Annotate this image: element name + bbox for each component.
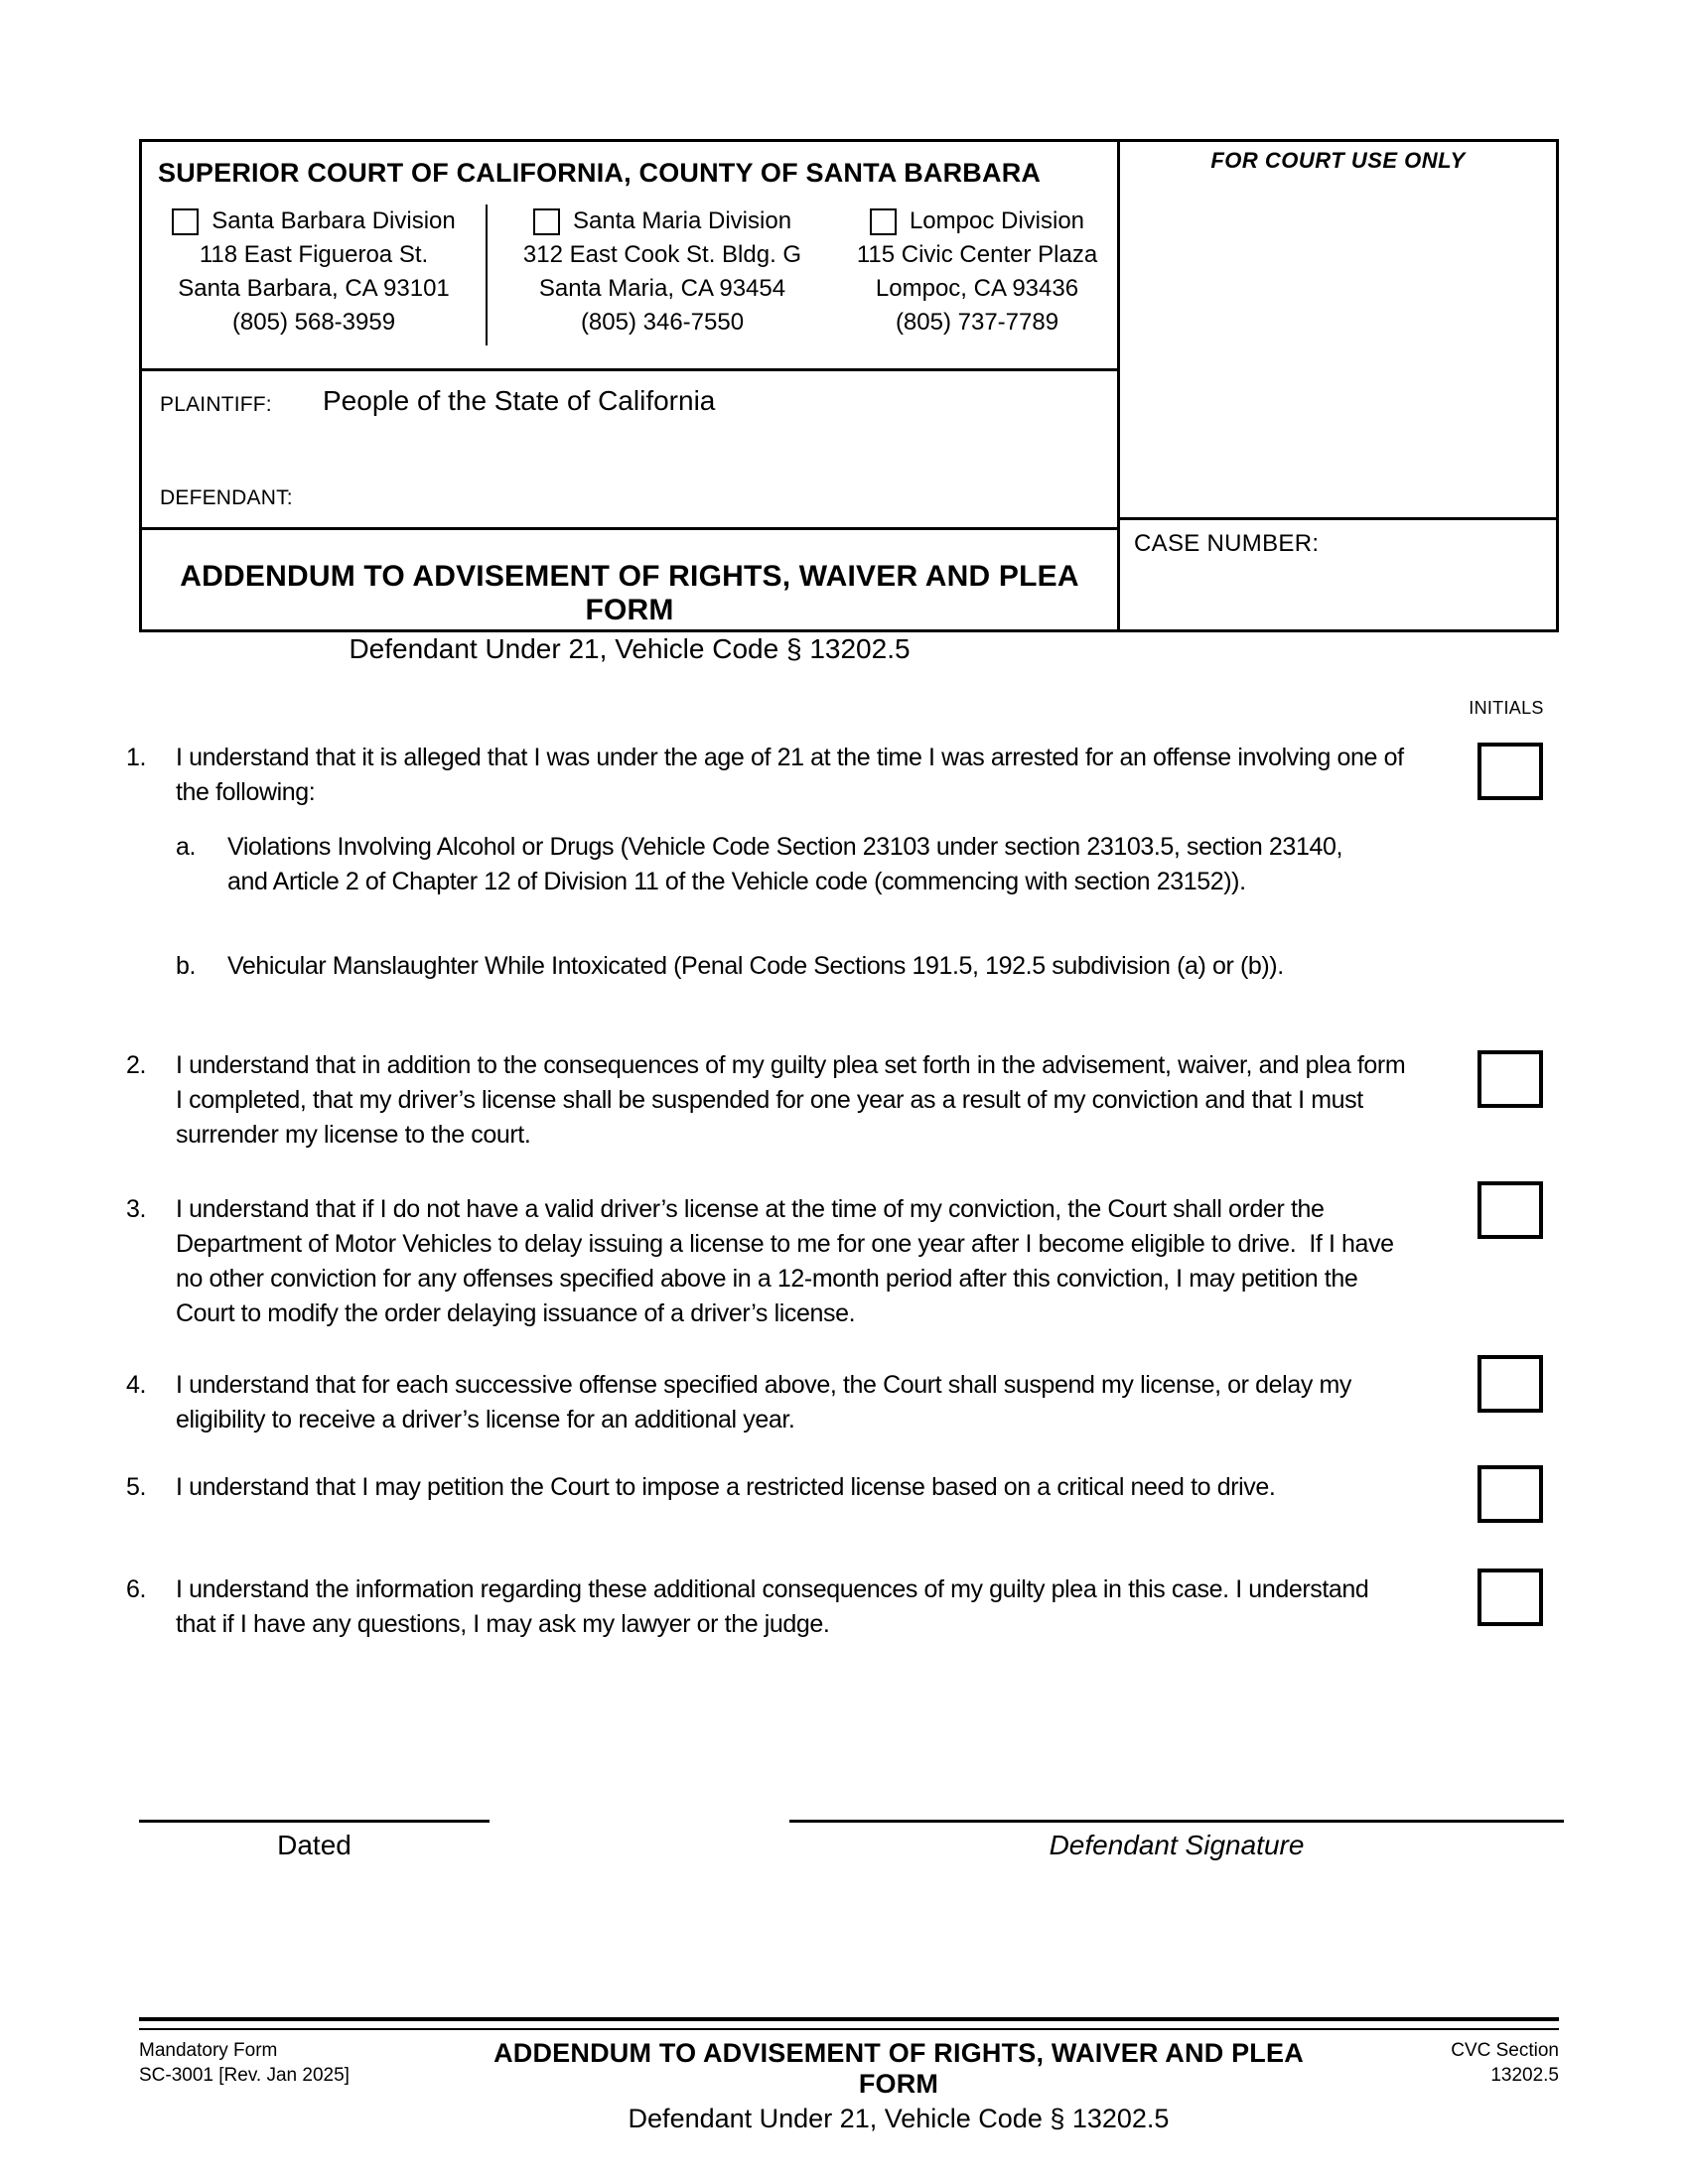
- dated-label: Dated: [277, 1830, 352, 1860]
- footer-code-section: [1340, 2038, 1559, 2134]
- division-address1: 118 East Figueroa St.: [199, 241, 429, 268]
- item-4: [126, 1368, 1407, 1437]
- initials-box-4[interactable]: [1477, 1355, 1543, 1413]
- item-text: I understand that in addition to the consequences of my guilty plea set forth in the advisement, waiver, and plea form I completed, that my driver’s license shall be suspended for one year as a result of my conviction and that I must surrender my license to the court.: [176, 1051, 1412, 1149]
- item-1b: [176, 949, 1387, 984]
- court-title: SUPERIOR COURT OF CALIFORNIA, COUNTY OF SANTA BARBARA: [158, 158, 1042, 188]
- item-1: [126, 741, 1411, 810]
- form-subtitle: Defendant Under 21, Vehicle Code § 13202.5: [349, 633, 911, 664]
- caption-left: [142, 142, 1120, 664]
- subitem-letter: b.: [176, 952, 197, 980]
- footer-title-line2: Defendant Under 21, Vehicle Code § 13202.5: [628, 2104, 1170, 2133]
- court-use-label: FOR COURT USE ONLY: [1210, 148, 1466, 173]
- footer-form-id: [139, 2038, 457, 2134]
- initials-box-1[interactable]: [1477, 743, 1543, 800]
- parties-box: [142, 371, 1117, 530]
- footer-form-number: SC-3001 [Rev. Jan 2025]: [139, 2065, 350, 2086]
- dated-line[interactable]: [139, 1820, 490, 1823]
- division-name: Lompoc Division: [909, 207, 1085, 234]
- plaintiff-value: People of the State of California: [323, 385, 716, 416]
- division-santa-maria: [488, 205, 837, 345]
- item-number: 4.: [126, 1371, 147, 1399]
- item-number: 1.: [126, 744, 147, 771]
- item-5: [126, 1470, 1407, 1505]
- defendant-label: DEFENDANT:: [160, 486, 293, 509]
- item-1a: [176, 830, 1387, 899]
- division-phone: (805) 737-7789: [895, 309, 1059, 336]
- santa-barbara-division-checkbox[interactable]: [172, 208, 199, 235]
- item-3: [126, 1192, 1407, 1331]
- division-address2: Santa Maria, CA 93454: [538, 275, 786, 302]
- subitem-text: Violations Involving Alcohol or Drugs (Vehicle Code Section 23103 under section 23103.5, section 23140, and Article 2 of Chapter 12 of Division 11 of the Vehicle code (commencing with section 23152)).: [227, 833, 1349, 895]
- item-number: 5.: [126, 1473, 147, 1501]
- caption-table: [139, 139, 1559, 664]
- plaintiff-label: PLAINTIFF:: [160, 393, 272, 416]
- division-phone: (805) 346-7550: [580, 309, 745, 336]
- court-use-box: [1120, 142, 1556, 520]
- subitem-letter: a.: [176, 833, 197, 861]
- case-number-label: CASE NUMBER:: [1134, 530, 1320, 557]
- item-text: I understand that if I do not have a valid driver’s license at the time of my conviction, the Court shall order the Department of Motor Vehicles to delay issuing a license to me for one year after I become eligible to drive. If I have no other conviction for any offenses specified above in a 12-month period after this conviction, I may petition the Court to modify the order delaying issuance of a driver’s license.: [176, 1195, 1401, 1327]
- form-title-box: [142, 530, 1117, 665]
- division-name: Santa Barbara Division: [211, 207, 456, 234]
- item-6: [126, 1572, 1407, 1642]
- division-phone: (805) 568-3959: [231, 309, 396, 336]
- division-list: [142, 205, 1117, 345]
- initials-box-3[interactable]: [1477, 1181, 1543, 1239]
- division-address2: Santa Barbara, CA 93101: [178, 275, 450, 302]
- initials-box-2[interactable]: [1477, 1050, 1543, 1108]
- item-text: I understand that I may petition the Court to impose a restricted license based on a critical need to drive.: [176, 1473, 1276, 1501]
- item-number: 3.: [126, 1195, 147, 1223]
- footer-mandatory: Mandatory Form: [139, 2040, 278, 2061]
- division-lompoc: [837, 205, 1117, 345]
- footer-title: [457, 2038, 1340, 2134]
- form-title: ADDENDUM TO ADVISEMENT OF RIGHTS, WAIVER AND PLEA FORM: [180, 560, 1079, 626]
- case-number-box: [1120, 520, 1556, 558]
- item-2: [126, 1048, 1412, 1153]
- division-address1: 312 East Cook St. Bldg. G: [522, 241, 802, 268]
- defendant-signature-line[interactable]: [789, 1820, 1564, 1823]
- division-santa-barbara: [142, 205, 488, 345]
- defendant-signature-label: Defendant Signature: [1049, 1830, 1305, 1860]
- footer-cvc-number: 13202.5: [1490, 2065, 1559, 2086]
- initials-box-6[interactable]: [1477, 1569, 1543, 1626]
- footer-cvc-label: CVC Section: [1451, 2040, 1559, 2061]
- item-number: 2.: [126, 1051, 147, 1079]
- initials-column-label: INITIALS: [1469, 698, 1544, 718]
- division-name: Santa Maria Division: [572, 207, 792, 234]
- initials-box-5[interactable]: [1477, 1465, 1543, 1523]
- item-text: I understand that it is alleged that I was under the age of 21 at the time I was arrested for an offense involving one of the following:: [176, 744, 1411, 806]
- footer-rule: [139, 2017, 1559, 2030]
- footer-title-line1: ADDENDUM TO ADVISEMENT OF RIGHTS, WAIVER AND PLEA FORM: [493, 2038, 1304, 2099]
- division-address1: 115 Civic Center Plaza: [856, 241, 1098, 268]
- form-footer: [139, 2017, 1559, 2134]
- court-header: [142, 158, 1117, 371]
- lompoc-division-checkbox[interactable]: [870, 208, 897, 235]
- item-number: 6.: [126, 1575, 147, 1603]
- item-text: I understand that for each successive offense specified above, the Court shall suspend my license, or delay my eligibility to receive a driver’s license for an additional year.: [176, 1371, 1358, 1433]
- caption-right: [1120, 142, 1556, 629]
- santa-maria-division-checkbox[interactable]: [533, 208, 560, 235]
- item-text: I understand the information regarding these additional consequences of my guilty plea in this case. I understand that if I have any questions, I may ask my lawyer or the judge.: [176, 1575, 1375, 1638]
- subitem-text: Vehicular Manslaughter While Intoxicated (Penal Code Sections 191.5, 192.5 subdivision (a) or (b)).: [227, 952, 1284, 980]
- division-address2: Lompoc, CA 93436: [875, 275, 1079, 302]
